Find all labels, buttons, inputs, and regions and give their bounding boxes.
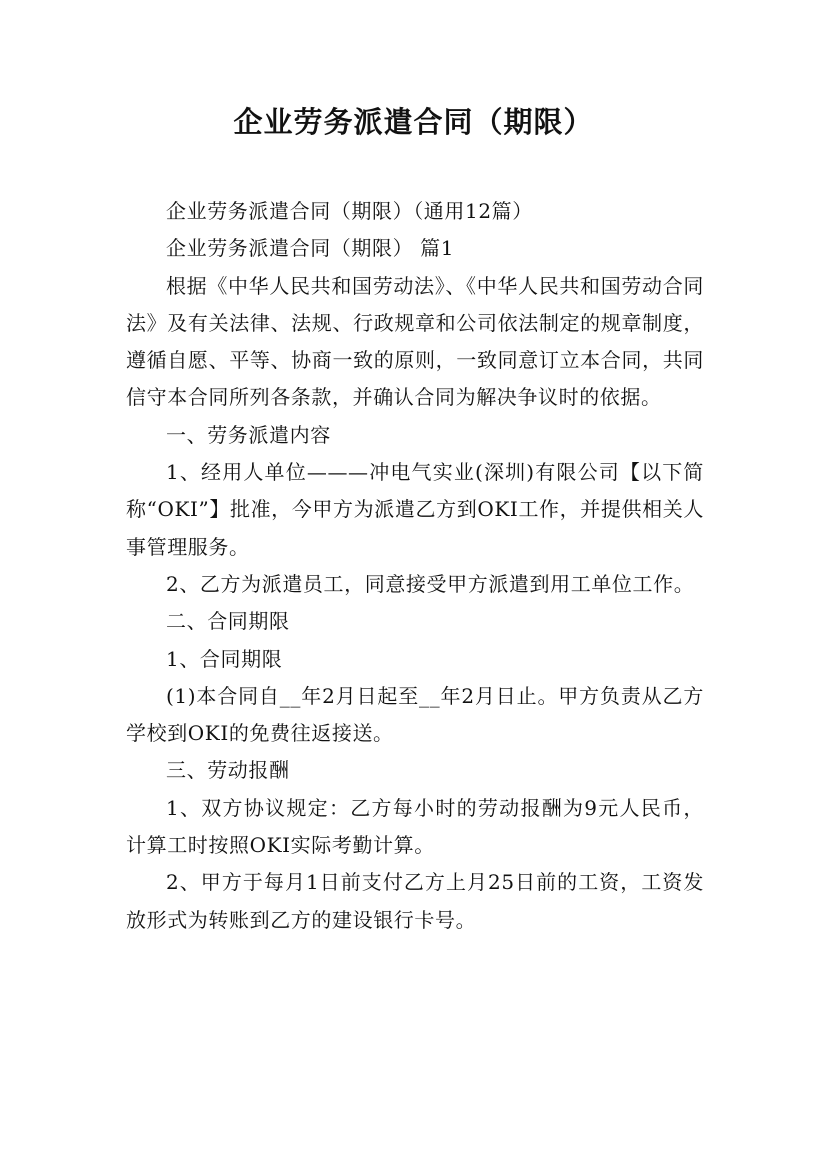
paragraph-clause: 1、合同期限 [166, 646, 283, 671]
heading-remuneration: 三、劳动报酬 [166, 758, 290, 783]
paragraph-clause: 2、乙方为派遣员工，同意接受甲方派遣到用工单位工作。 [166, 571, 695, 596]
paragraph-subtitle: 企业劳务派遣合同（期限）（通用12篇） [166, 199, 533, 223]
document-title: 企业劳务派遣合同（期限） [233, 105, 594, 139]
heading-contract-term: 二、合同期限 [166, 609, 290, 634]
paragraph-preamble: 根据《中华人民共和国劳动法》、《中华人民共和国劳动合同法》及有关法律、法规、行政规章和公司依法制定的规章制度，遵循自愿、平等、协商一致的原则，一致同意订立本合同，共同信守本合同所列各条款，并确认合同为解决争议时的依据。 [126, 273, 704, 410]
heading-dispatch-content: 一、劳务派遣内容 [166, 422, 331, 447]
paragraph-clause: 1、双方协议规定：乙方每小时的劳动报酬为9元人民币，计算工时按照OKI实际考勤计算。 [126, 795, 704, 858]
paragraph-clause: 1、经用人单位———冲电气实业(深圳)有限公司【以下简称“OKI”】批准，今甲方为派遣乙方到OKI工作，并提供相关人事管理服务。 [126, 460, 704, 559]
paragraph-clause: (1)本合同自__年2月日起至__年2月日止。甲方负责从乙方学校到OKI的免费往返接送。 [126, 683, 704, 746]
paragraph-clause: 2、甲方于每月1日前支付乙方上月25日前的工资，工资发放形式为转账到乙方的建设银行卡号。 [126, 870, 704, 932]
document-body [126, 193, 704, 939]
paragraph-section-heading: 企业劳务派遣合同（期限） 篇1 [166, 236, 455, 261]
